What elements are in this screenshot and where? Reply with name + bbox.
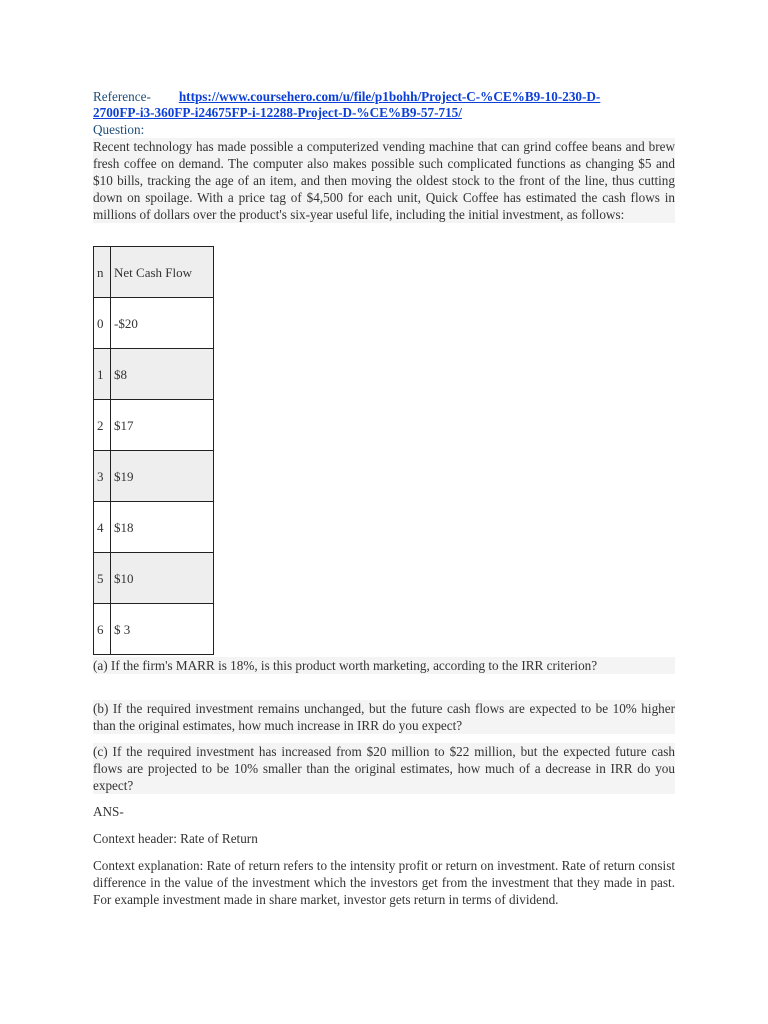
row-value: $10	[111, 553, 214, 604]
table-row	[94, 604, 214, 655]
question-text: Recent technology has made possible a computerized vending machine that can grind coffee beans and brew fresh coffee on demand. The computer also makes possible such complicated functions as changing $5 and $10 bills, tracking the age of an item, and then moving the oldest stock to the front of the line, thus cutting down on spoilage. With a price tag of $4,500 for each unit, Quick Coffee has estimated the cash flows in millions of dollars over the product's six-year useful life, including the initial investment, as follows:	[93, 139, 675, 222]
row-value: $ 3	[111, 604, 214, 655]
row-n: 4	[94, 502, 111, 553]
row-n: 5	[94, 553, 111, 604]
row-n: 1	[94, 349, 111, 400]
row-value: -$20	[111, 298, 214, 349]
row-value: $19	[111, 451, 214, 502]
row-value: $18	[111, 502, 214, 553]
context-header: Context header: Rate of Return	[93, 831, 258, 846]
table-row	[94, 553, 214, 604]
header-n: n	[94, 247, 111, 298]
table-row	[94, 502, 214, 553]
cash-flow-table	[93, 246, 214, 655]
table-row	[94, 451, 214, 502]
reference-label: Reference-	[93, 89, 151, 104]
row-n: 3	[94, 451, 111, 502]
row-value: $17	[111, 400, 214, 451]
reference-link-line2[interactable]: 2700FP-i3-360FP-i24675FP-i-12288-Project-D-%CE%B9-57-715/	[93, 105, 462, 120]
row-n: 0	[94, 298, 111, 349]
question-part-b: (b) If the required investment remains unchanged, but the future cash flows are expected to be 10% higher than the original estimates, how much increase in IRR do you expect?	[93, 701, 675, 733]
row-n: 6	[94, 604, 111, 655]
answer-label: ANS-	[93, 804, 124, 819]
reference-line	[93, 88, 675, 104]
reference-link-line1[interactable]: https://www.coursehero.com/u/file/p1bohh/Project-C-%CE%B9-10-230-D-	[178, 89, 601, 104]
table-header-row	[94, 247, 214, 298]
row-value: $8	[111, 349, 214, 400]
table-row	[94, 349, 214, 400]
reference-link-wrap	[93, 104, 675, 121]
row-n: 2	[94, 400, 111, 451]
header-net-cash-flow: Net Cash Flow	[111, 247, 214, 298]
question-label: Question:	[93, 122, 145, 137]
table-row	[94, 298, 214, 349]
question-part-c: (c) If the required investment has increased from $20 million to $22 million, but the expected future cash flows are projected to be 10% smaller than the original estimates, how much of a decrease in IRR do you expect?	[93, 744, 675, 793]
context-explanation: Context explanation: Rate of return refers to the intensity profit or return on investment. Rate of return consist difference in the value of the investment which the investors get from the investment that they made in past. For example investment made in share market, investor gets return in terms of dividend.	[93, 858, 675, 907]
table-row	[94, 400, 214, 451]
question-part-a: (a) If the firm's MARR is 18%, is this product worth marketing, according to the IRR criterion?	[93, 657, 675, 674]
